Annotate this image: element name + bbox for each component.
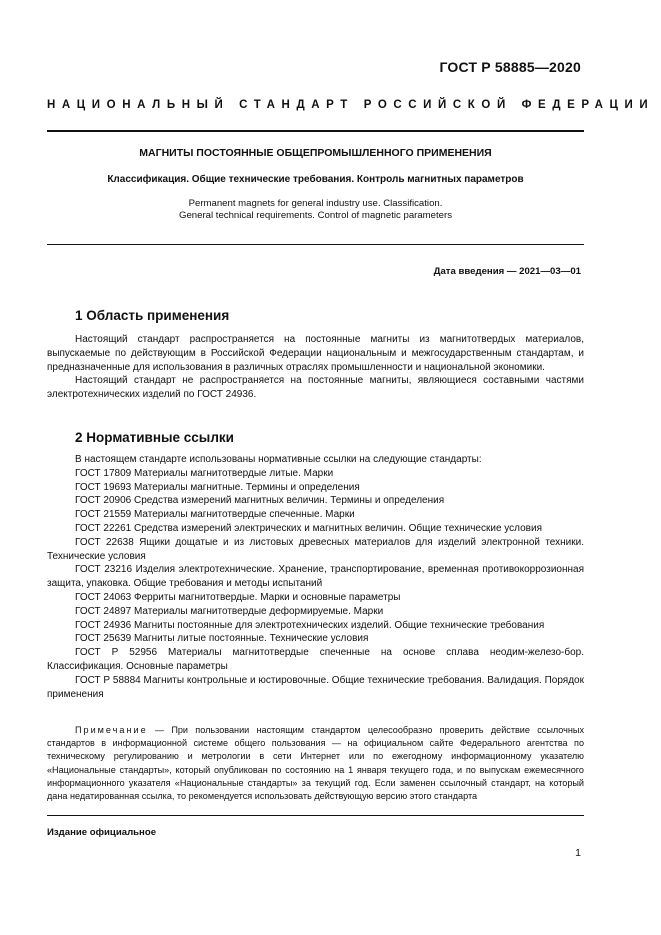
section-1-paragraph: Настоящий стандарт не распространяется на постоянные магниты, являющиеся составными частями электротехнических изделий по ГОСТ 24936. (47, 375, 584, 401)
reference-item: ГОСТ 17809 Материалы магнитотвердые литые. Марки (75, 467, 334, 479)
english-title-line-1: Permanent magnets for general industry use. Classification. (188, 198, 443, 209)
note-label: Примечание (75, 725, 148, 735)
section-2-body (47, 453, 584, 701)
reference-item: ГОСТ Р 52956 Материалы магнитотвердые спеченные на основе сплава неодим-железо-бор. Классификация. Основные параметры (47, 647, 584, 672)
document-number: ГОСТ Р 58885—2020 (439, 59, 581, 75)
section-2-heading: 2 Нормативные ссылки (75, 430, 234, 445)
reference-item: ГОСТ Р 58884 Магниты контрольные и юстировочные. Общие технические требования. Валидация. Порядок применения (47, 674, 584, 700)
section-1-paragraph: Настоящий стандарт распространяется на постоянные магниты из магнитотвердых материалов, выпускаемые по действующим в Российской Федерации национальным и межгосударственным стандартам, и предназначенные для использования в различных отраслях промышленности и национальной экономики. (47, 334, 584, 373)
english-title (47, 198, 584, 222)
header-divider (47, 130, 584, 132)
note-text: — При пользовании настоящим стандартом целесообразно проверить действие ссылочных стандартов в информационной системе общего пользования — на официальном сайте Федерального агентства по техническому регулированию и метрологии в сети Интернет или по ежегодному информационному указателю «Национальные стандарты», который опубликован по состоянию на 1 января текущего года, и по выпускам ежемесячного информационного указателя «Национальные стандарты» за текущий год. Если заменен ссылочный стандарт, на который дана недатированная ссылка, то рекомендуется использовать действующую версию этого стандарта (47, 725, 584, 802)
reference-item: ГОСТ 24063 Ферриты магнитотвердые. Марки и основные параметры (75, 591, 401, 603)
reference-item: ГОСТ 19693 Материалы магнитные. Термины и определения (75, 481, 360, 493)
document-main-title: МАГНИТЫ ПОСТОЯННЫЕ ОБЩЕПРОМЫШЛЕННОГО ПРИМЕНЕНИЯ (139, 147, 492, 159)
reference-item: ГОСТ 24897 Материалы магнитотвердые деформируемые. Марки (75, 605, 384, 617)
section-1-body (47, 333, 584, 402)
title-divider (47, 244, 584, 245)
reference-item: ГОСТ 22638 Ящики дощатые и из листовых древесных материалов для изделий электронной техники. Технические условия (47, 536, 584, 562)
official-edition-label: Издание официальное (47, 827, 157, 838)
section-2-intro: В настоящем стандарте использованы нормативные ссылки на следующие стандарты: (75, 454, 482, 465)
document-subtitle: Классификация. Общие технические требования. Контроль магнитных параметров (107, 174, 524, 185)
introduction-date: Дата введения — 2021—03—01 (433, 266, 581, 277)
page-number: 1 (575, 847, 581, 859)
reference-item: ГОСТ 21559 Материалы магнитотвердые спеченные. Марки (75, 509, 355, 521)
national-standard-title: НАЦИОНАЛЬНЫЙ СТАНДАРТ РОССИЙСКОЙ ФЕДЕРАЦИИ (47, 99, 655, 111)
section-1-heading: 1 Область применения (75, 308, 230, 323)
reference-item: ГОСТ 24936 Магниты постоянные для электротехнических изделий. Общие технические требования (75, 619, 545, 631)
reference-item: ГОСТ 23216 Изделия электротехнические. Хранение, транспортирование, временная противокоррозионная защита, упаковка. Общие требования и методы испытаний (47, 564, 584, 590)
footer-divider (47, 815, 584, 816)
reference-list (47, 467, 584, 702)
note (47, 724, 584, 803)
reference-item: ГОСТ 25639 Магниты литые постоянные. Технические условия (75, 633, 369, 645)
reference-item: ГОСТ 20906 Средства измерений магнитных величин. Термины и определения (75, 495, 445, 507)
english-title-line-2: General technical requirements. Control of magnetic parameters (178, 210, 453, 221)
reference-item: ГОСТ 22261 Средства измерений электрических и магнитных величин. Общие технические условия (75, 522, 542, 534)
